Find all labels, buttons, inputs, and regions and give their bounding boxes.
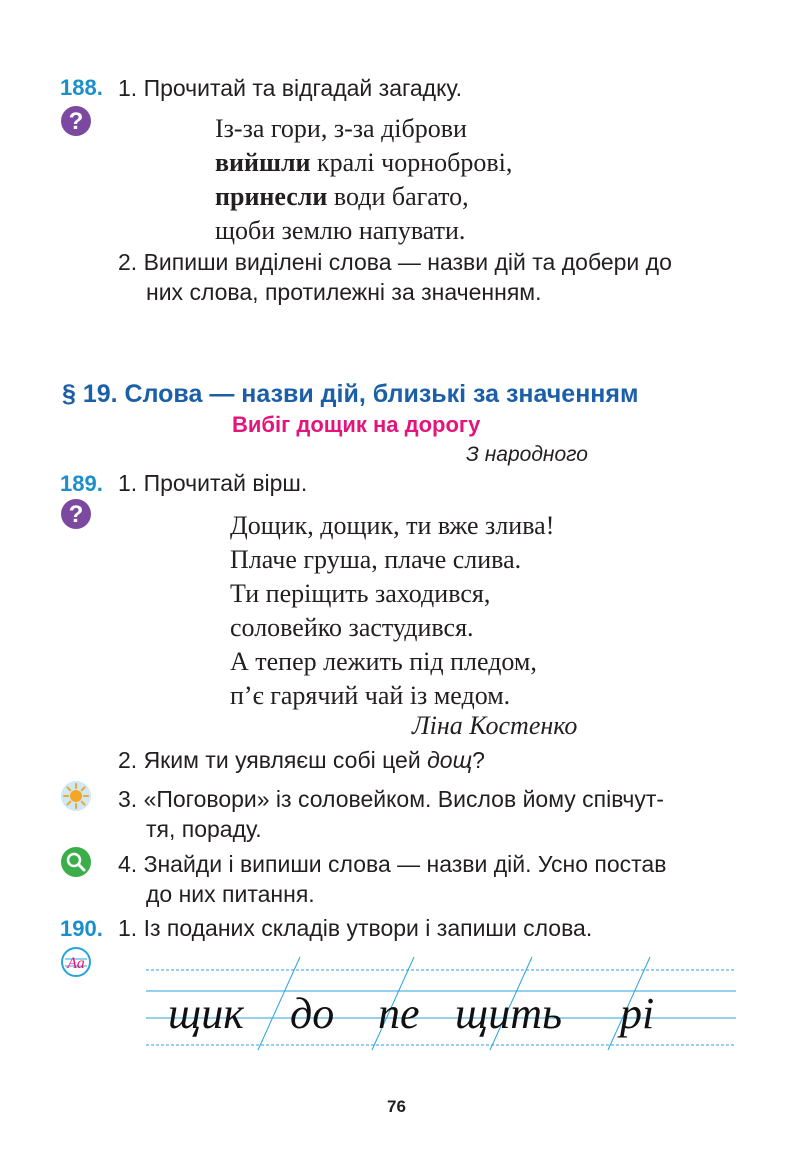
exercise-190-task-1: 1. Із поданих складів утвори і запиши слова. [118,915,593,941]
riddle-line: Із-за гори, з-за діброви [215,114,467,143]
poem-line: Плаче груша, плаче слива. [230,545,522,574]
exercise-188-task-2: 2. Випиши виділені слова — назви дій та добери до них слова, протилежні за значенням. [118,249,672,305]
riddle-line: щоби землю напувати. [215,216,466,245]
exercise-number-188: 188. [60,75,103,100]
riddle [215,112,512,248]
section-title: § 19. Слова — назви дій, близькі за значенням [62,380,639,408]
poem-line: Дощик, дощик, ти вже злива! [230,511,555,540]
handwriting-icon [60,946,92,978]
poem-line: Ти періщить заходився, [230,579,491,608]
exercise-189-task-1: 1. Прочитай вірш. [118,470,308,496]
page-number: 76 [387,1097,406,1116]
search-icon [60,846,92,878]
svg-text:?: ? [68,501,84,528]
syllable: рі [620,989,655,1038]
exercise-number-190: 190. [60,916,103,941]
question-icon [60,105,92,137]
poem-line: соловейко застудився. [230,613,474,642]
poem-line: п’є гарячий чай із медом. [230,681,511,710]
syllable: пе [378,989,420,1038]
sun-icon [60,780,92,812]
poem [230,509,554,713]
syllable: щить [455,989,563,1038]
question-icon [60,498,92,530]
svg-text:Аа: Аа [67,955,85,972]
svg-text:?: ? [68,108,84,135]
poem-author: Ліна Костенко [412,711,578,740]
riddle-line: принесли води багато, [215,182,469,211]
riddle-line: вийшли кралі чорноброві, [215,148,513,177]
section-subtitle: Вибіг дощик на дорогу [232,412,481,437]
exercise-189-task-2: 2. Яким ти уявляєш собі цей дощ? [118,747,485,773]
poem-source: З народного [466,443,588,466]
exercise-189-task-3: 3. «Поговори» із соловейком. Вислов йому співчут- тя, пораду. [118,786,665,842]
syllable: щик [168,989,244,1038]
exercise-189-task-4: 4. Знайди і випиши слова — назви дій. Усно постав до них питання. [118,851,667,907]
syllable: до [290,989,335,1038]
exercise-number-189: 189. [60,471,103,496]
exercise-188-task-1: 1. Прочитай та відгадай загадку. [118,75,462,101]
poem-line: А тепер лежить під пледом, [230,647,537,676]
